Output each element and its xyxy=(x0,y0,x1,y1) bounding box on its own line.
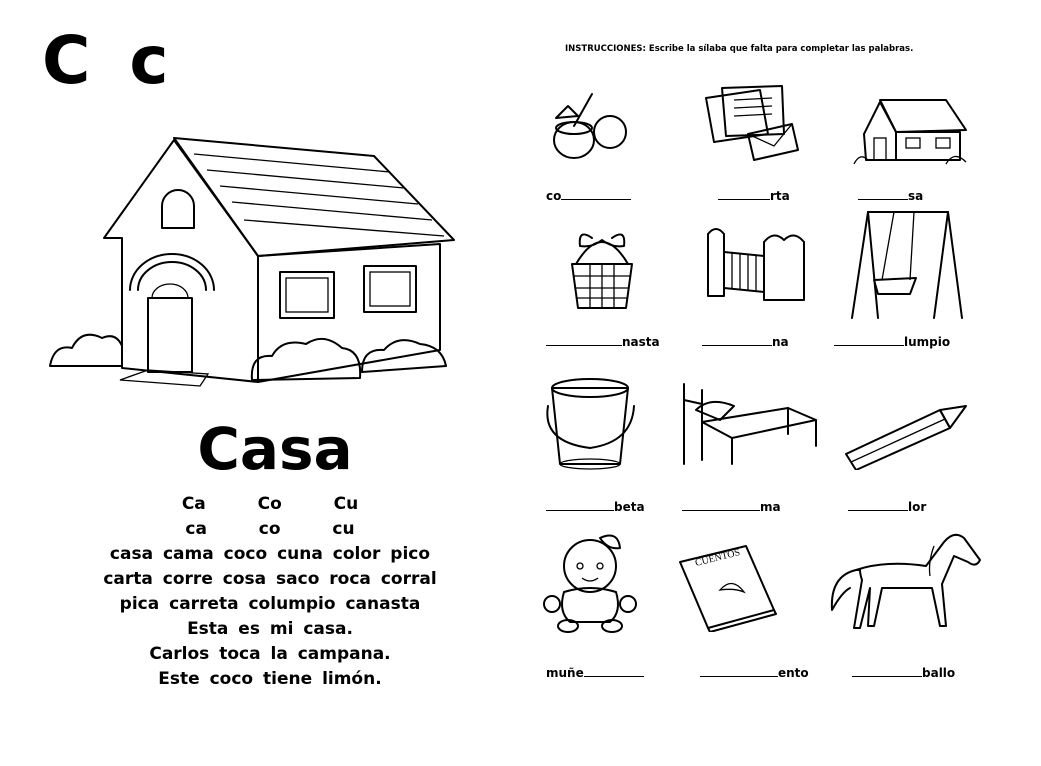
word-suffix: beta xyxy=(614,500,645,514)
word-list-line: pica carreta columpio canasta xyxy=(119,594,421,614)
word-suffix: ento xyxy=(778,666,809,680)
crib-picture xyxy=(702,222,806,308)
answer-blank[interactable] xyxy=(682,501,760,511)
word-suffix: sa xyxy=(908,189,924,203)
house-illustration xyxy=(44,128,464,398)
exercise-word-9 xyxy=(848,500,926,514)
exercise-word-1 xyxy=(546,189,631,203)
exercise-word-8 xyxy=(682,500,781,514)
book-cover-text: CUENTOS xyxy=(694,547,742,569)
exercise-word-2 xyxy=(718,189,790,203)
answer-blank[interactable] xyxy=(858,190,908,200)
answer-blank[interactable] xyxy=(718,190,770,200)
basket-picture xyxy=(566,224,638,314)
word-suffix: ballo xyxy=(922,666,956,680)
word-prefix: co xyxy=(546,189,562,203)
letters-picture xyxy=(700,84,800,164)
doll-picture xyxy=(542,532,640,634)
syllables-lowercase: ca co cu xyxy=(185,519,355,539)
word-suffix: ma xyxy=(760,500,781,514)
exercise-word-5 xyxy=(702,335,789,349)
main-word: Casa xyxy=(197,415,353,483)
answer-blank[interactable] xyxy=(546,336,622,346)
storybook-picture xyxy=(676,540,780,632)
word-suffix: lumpio xyxy=(904,335,951,349)
answer-blank[interactable] xyxy=(561,190,631,200)
exercise-word-12 xyxy=(852,666,955,680)
house-picture xyxy=(850,94,968,172)
word-suffix: lor xyxy=(908,500,927,514)
word-suffix: na xyxy=(772,335,789,349)
pencil-picture xyxy=(842,398,970,470)
reading-text xyxy=(50,492,490,692)
exercise-word-4 xyxy=(546,335,660,349)
exercise-word-11 xyxy=(700,666,809,680)
instructions: INSTRUCCIONES: Escribe la sílaba que falta para completar las palabras. xyxy=(565,44,914,54)
sentence-line: Carlos toca la campana. xyxy=(149,644,391,664)
answer-blank[interactable] xyxy=(584,667,644,677)
syllables-uppercase: Ca Co Cu xyxy=(181,494,359,514)
word-prefix: muñe xyxy=(546,666,584,680)
word-suffix: rta xyxy=(770,189,790,203)
sentence-line: Este coco tiene limón. xyxy=(158,669,382,689)
word-list-line: carta corre cosa saco roca corral xyxy=(103,569,437,589)
sentence-line: Esta es mi casa. xyxy=(187,619,353,639)
bed-picture xyxy=(676,380,824,468)
bucket-picture xyxy=(542,376,638,472)
answer-blank[interactable] xyxy=(852,667,922,677)
exercise-word-10 xyxy=(546,666,644,680)
word-list-line: casa cama coco cuna color pico xyxy=(109,544,431,564)
coconut-drink-picture xyxy=(546,88,636,164)
letter-title: C c xyxy=(42,22,177,99)
word-suffix: nasta xyxy=(622,335,660,349)
exercise-word-6 xyxy=(834,335,950,349)
answer-blank[interactable] xyxy=(700,667,778,677)
answer-blank[interactable] xyxy=(848,501,908,511)
answer-blank[interactable] xyxy=(834,336,904,346)
exercise-word-3 xyxy=(858,189,923,203)
answer-blank[interactable] xyxy=(702,336,772,346)
horse-picture xyxy=(826,530,982,642)
exercise-word-7 xyxy=(546,500,645,514)
swing-picture xyxy=(848,208,966,320)
answer-blank[interactable] xyxy=(546,501,614,511)
